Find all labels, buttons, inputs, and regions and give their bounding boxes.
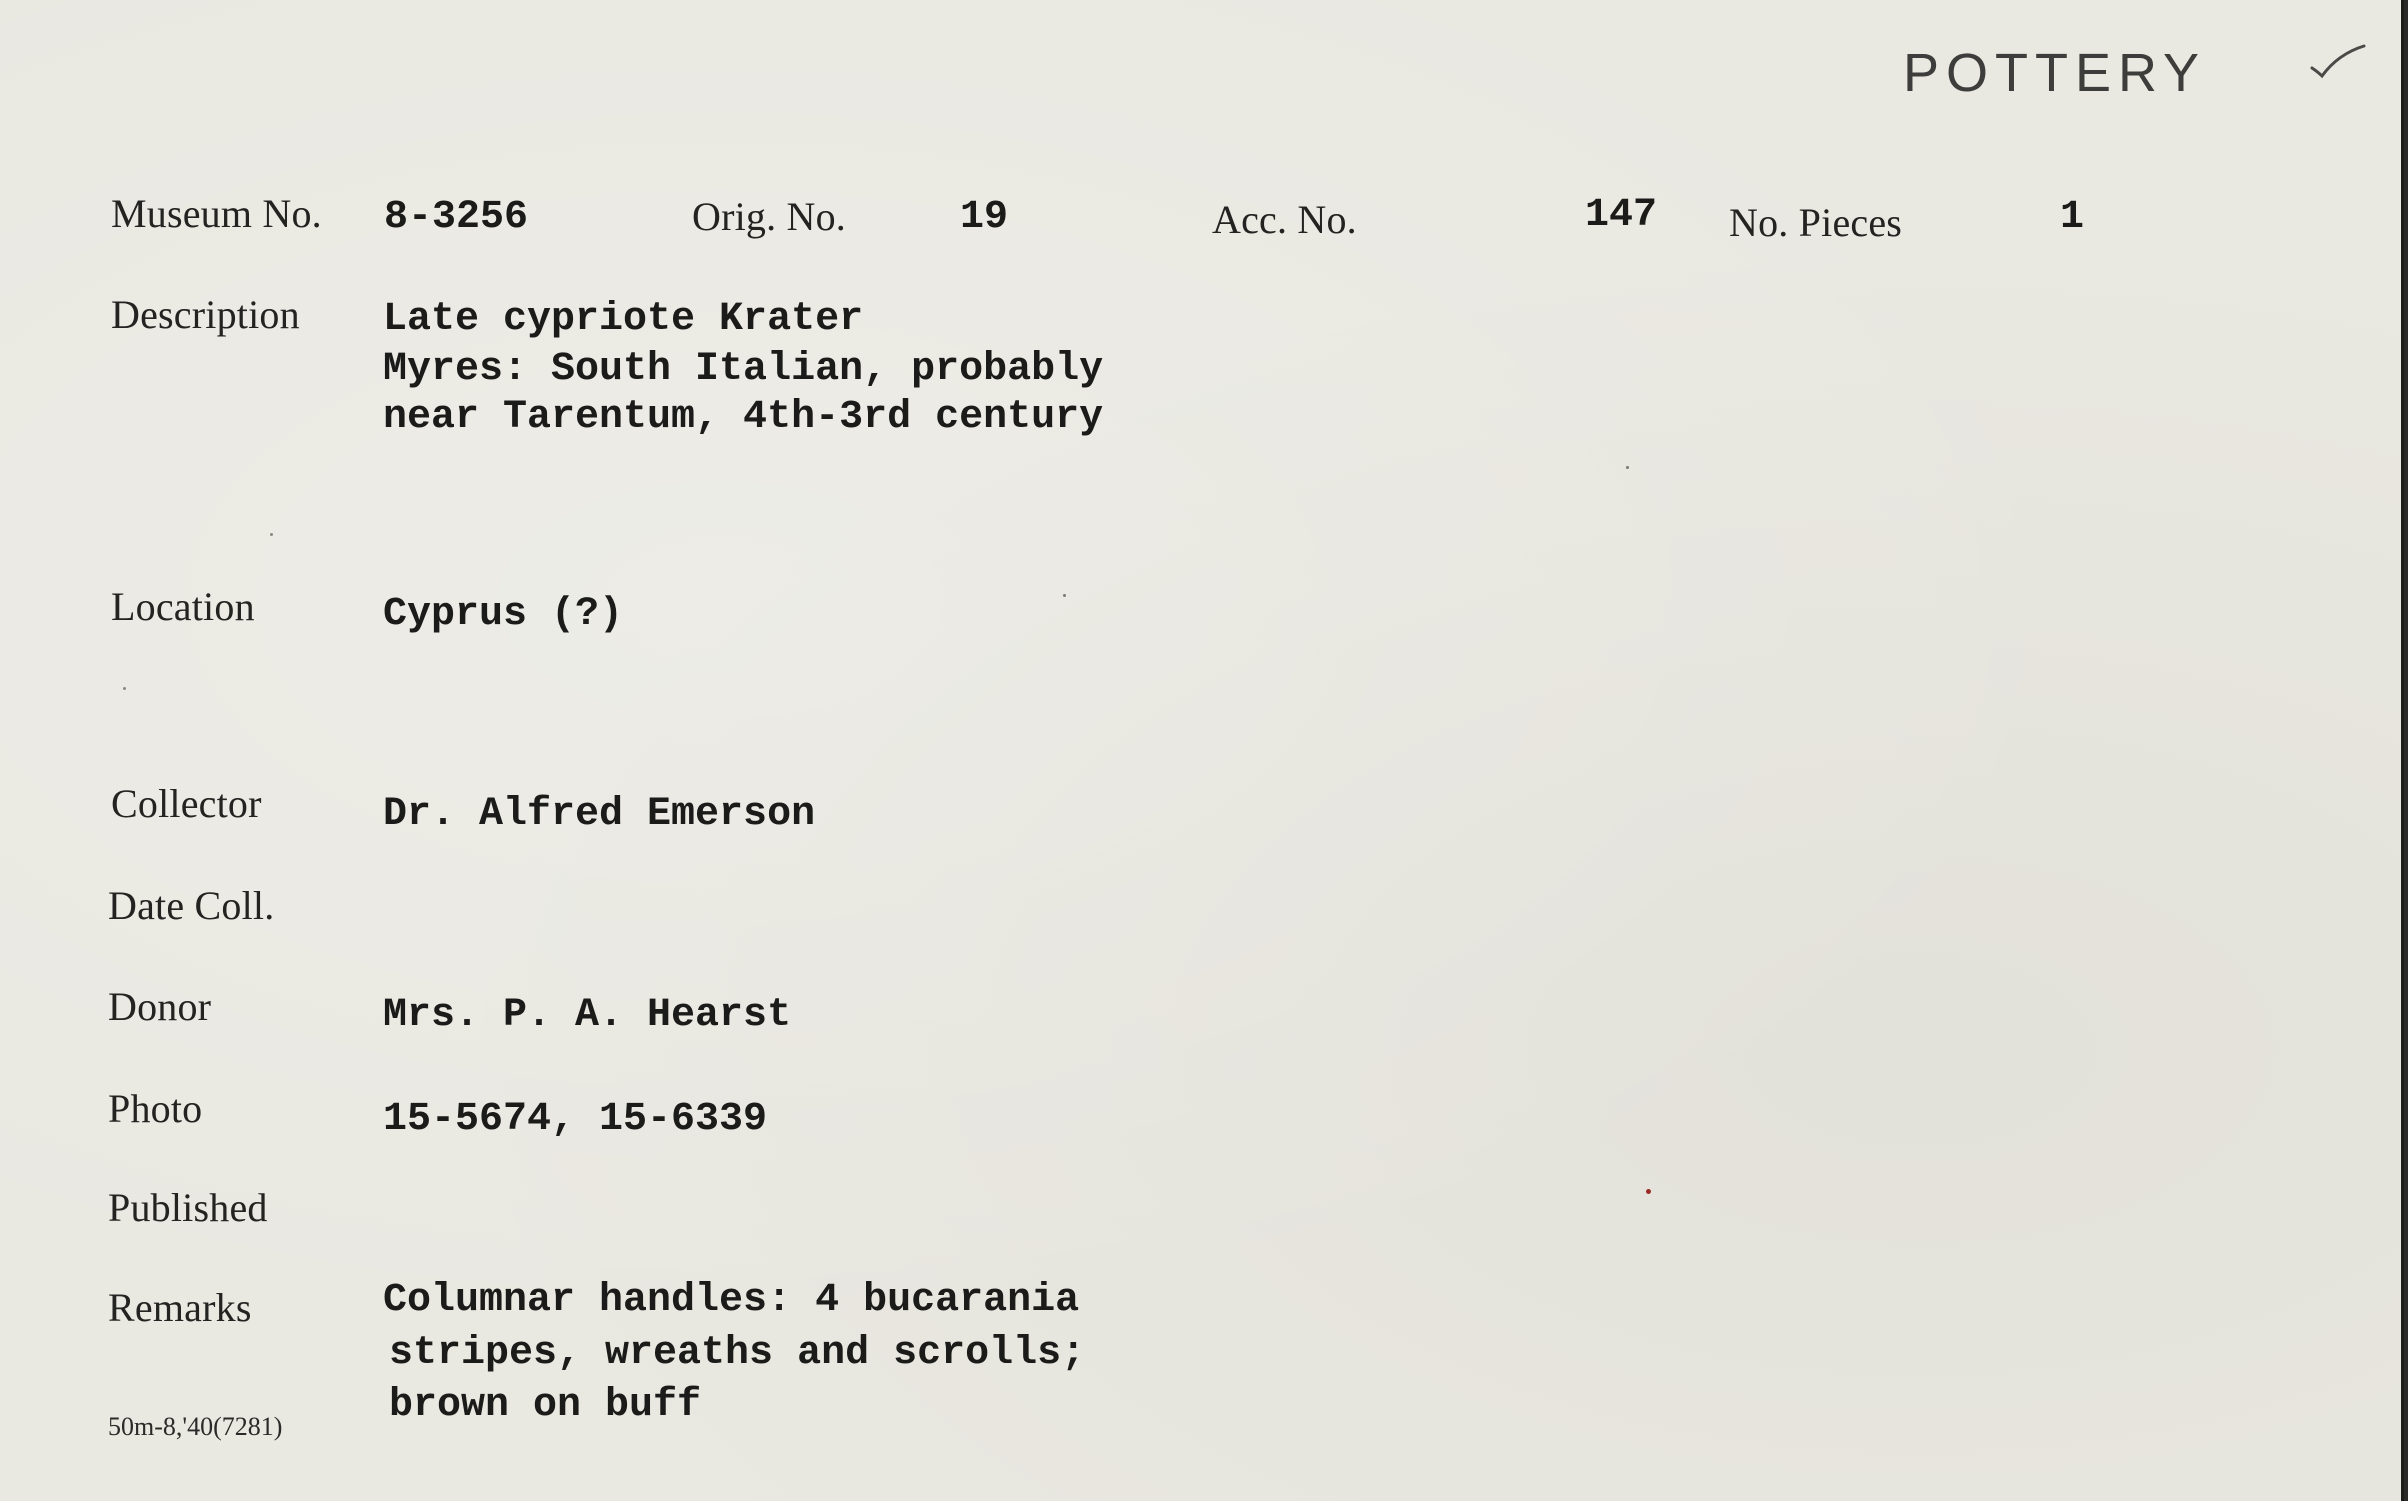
location-value: Cyprus (?) [383, 592, 624, 637]
description-line-1: Late cypriote Krater [383, 297, 864, 342]
donor-value: Mrs. P. A. Hearst [383, 993, 792, 1038]
remarks-line-2: stripes, wreaths and scrolls; [389, 1331, 1086, 1376]
remarks-line-1: Columnar handles: 4 bucarania [383, 1278, 1080, 1323]
checkmark-icon [2308, 42, 2368, 82]
date-coll-label: Date Coll. [108, 883, 275, 928]
photo-label: Photo [108, 1086, 203, 1131]
acc-no-label: Acc. No. [1212, 197, 1357, 242]
remarks-line-3: brown on buff [389, 1383, 702, 1428]
published-label: Published [108, 1185, 268, 1230]
category-stamp: POTTERY [1903, 43, 2207, 103]
museum-no-value: 8-3256 [384, 195, 529, 240]
remarks-label: Remarks [108, 1285, 252, 1330]
paper-speck [1626, 466, 1629, 469]
collector-value: Dr. Alfred Emerson [383, 792, 816, 837]
orig-no-label: Orig. No. [692, 194, 847, 239]
museum-no-label: Museum No. [111, 191, 322, 236]
paper-speck [1646, 1189, 1651, 1194]
paper-speck [123, 687, 126, 690]
pieces-value: 1 [2060, 195, 2085, 240]
paper-speck [270, 533, 273, 536]
print-code: 50m-8,'40(7281) [108, 1412, 283, 1441]
acc-no-value: 147 [1585, 193, 1658, 238]
collector-label: Collector [111, 781, 262, 826]
description-line-2: Myres: South Italian, probably [383, 347, 1104, 392]
location-label: Location [111, 584, 255, 629]
photo-value: 15-5674, 15-6339 [383, 1097, 768, 1142]
description-label: Description [111, 292, 300, 337]
donor-label: Donor [108, 984, 212, 1029]
paper-speck [1063, 594, 1066, 597]
description-line-3: near Tarentum, 4th-3rd century [383, 395, 1104, 440]
orig-no-value: 19 [960, 195, 1009, 240]
pieces-label: No. Pieces [1729, 200, 1903, 245]
